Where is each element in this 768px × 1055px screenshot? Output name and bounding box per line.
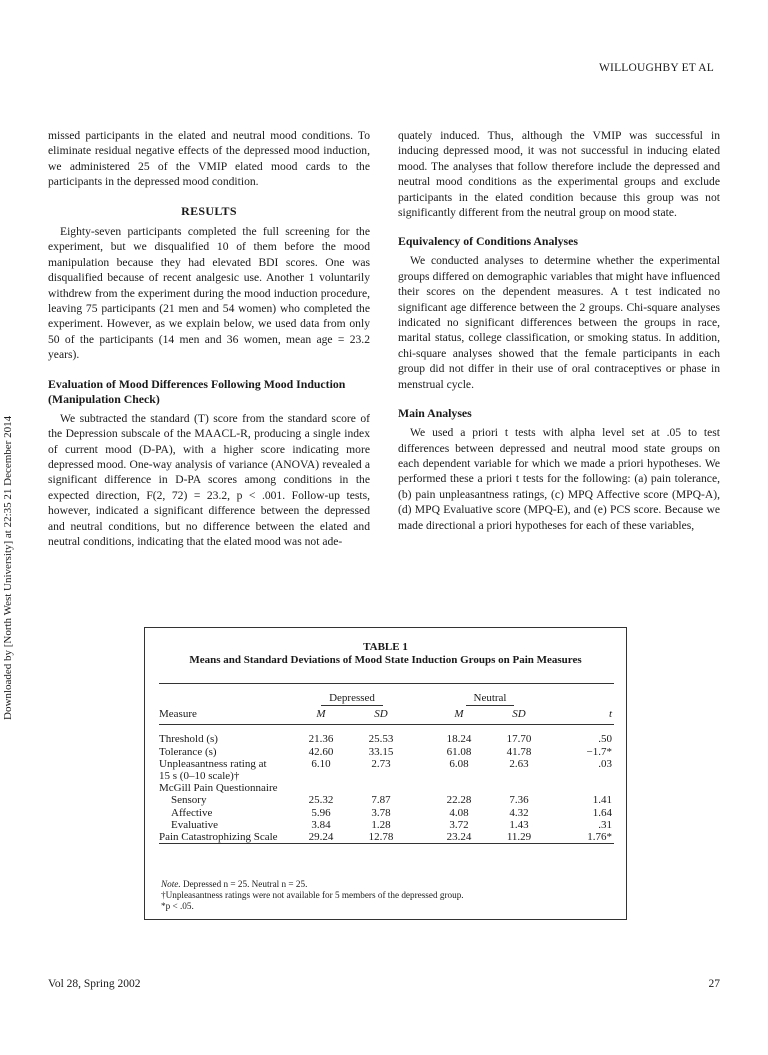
note-label: Note. bbox=[161, 879, 181, 889]
row-neutral-sd bbox=[488, 782, 550, 794]
row-depressed-m: 6.10 bbox=[311, 757, 331, 770]
right-column bbox=[398, 128, 720, 533]
main-analyses-heading: Main Analyses bbox=[398, 406, 472, 421]
row-neutral-m: 3.72 bbox=[449, 818, 469, 831]
row-t bbox=[550, 770, 614, 782]
row-t bbox=[550, 782, 614, 794]
row-depressed-sd: 2.73 bbox=[371, 757, 391, 770]
note-text: Depressed n = 25. Neutral n = 25. bbox=[182, 879, 308, 889]
table-row bbox=[159, 733, 614, 745]
right-paragraph-2: We conducted analyses to determine whether the experimental groups differed on demographic variables that might have influenced their scores on the dependent measures. A t test indicated no significant age difference between the 2 groups. Chi-square analyses indicated no significant differences between the groups in race, marital status, college classification, or smoking status. In addition, chi-square analyses showed that the female participants in each group did not differ in their use of oral contraceptives or phase in menstrual cycle. bbox=[398, 254, 720, 391]
row-depressed-sd: 25.53 bbox=[368, 733, 394, 746]
row-t: 1.76* bbox=[550, 831, 614, 844]
table-row bbox=[159, 807, 614, 819]
row-measure: McGill Pain Questionnaire bbox=[159, 782, 278, 795]
row-neutral-m: 61.08 bbox=[446, 745, 472, 758]
column-header-neutral-sd: SD bbox=[488, 708, 550, 725]
table-note-dagger: †Unpleasantness ratings were not available for 5 members of the depressed group. bbox=[161, 890, 464, 900]
group-depressed-label: Depressed bbox=[321, 692, 383, 706]
table-title: Means and Standard Deviations of Mood State Induction Groups on Pain Measures bbox=[189, 654, 582, 666]
row-depressed-m: 25.32 bbox=[308, 794, 334, 807]
table-data bbox=[159, 683, 614, 844]
column-header-measure: Measure bbox=[159, 708, 292, 725]
left-column bbox=[48, 128, 370, 549]
row-neutral-sd: 7.36 bbox=[509, 794, 529, 807]
row-depressed-m bbox=[292, 770, 350, 782]
row-neutral-sd bbox=[488, 770, 550, 782]
row-depressed-m: 5.96 bbox=[311, 806, 331, 819]
row-measure: Threshold (s) bbox=[159, 733, 218, 746]
row-depressed-m bbox=[292, 782, 350, 794]
journal-volume: Vol 28, Spring 2002 bbox=[48, 978, 141, 990]
row-depressed-sd: 33.15 bbox=[368, 745, 394, 758]
column-header-depressed-m: M bbox=[292, 708, 350, 725]
row-depressed-sd: 12.78 bbox=[350, 831, 412, 844]
row-depressed-sd bbox=[350, 770, 412, 782]
table-row bbox=[159, 770, 614, 782]
column-header-neutral-m: M bbox=[430, 708, 488, 725]
table-row bbox=[159, 794, 614, 806]
right-paragraph-1: quately induced. Thus, although the VMIP was successful in inducing depressed mood, it was not successful in inducing elated mood. The analyses that follow therefore include the depressed and neutral mood conditions as the experimental groups and exclude participants in the elated condition because this group was not significantly different from the neutral group on mood state. bbox=[398, 129, 720, 220]
table-1 bbox=[144, 627, 627, 920]
row-depressed-sd: 7.87 bbox=[371, 794, 391, 807]
row-neutral-m: 6.08 bbox=[449, 757, 469, 770]
row-t: 1.64 bbox=[592, 806, 612, 819]
table-row bbox=[159, 746, 614, 758]
table-row bbox=[159, 782, 614, 794]
column-header-depressed-sd: SD bbox=[350, 708, 412, 725]
page-number: 27 bbox=[708, 978, 720, 990]
row-neutral-m bbox=[430, 782, 488, 794]
row-t: .50 bbox=[598, 733, 612, 746]
equivalency-heading: Equivalency of Conditions Analyses bbox=[398, 234, 578, 249]
row-t: .31 bbox=[598, 818, 612, 831]
row-neutral-m: 4.08 bbox=[449, 806, 469, 819]
running-head: WILLOUGHBY ET AL bbox=[599, 62, 714, 74]
row-depressed-sd bbox=[350, 782, 412, 794]
download-watermark: Downloaded by [North West University] at 22:35 21 December 2014 bbox=[2, 415, 14, 720]
table-number: TABLE 1 bbox=[363, 641, 408, 653]
row-neutral-sd: 4.32 bbox=[509, 806, 529, 819]
left-paragraph-1: missed participants in the elated and neutral mood conditions. To eliminate residual negative effects of the depressed mood induction, we administered 25 of the VMIP elated mood cards to the participants in the depressed mood condition. bbox=[48, 129, 370, 189]
row-depressed-m: 3.84 bbox=[311, 818, 331, 831]
manipulation-check-heading: Evaluation of Mood Differences Following Mood Induction (Manipulation Check) bbox=[48, 376, 346, 406]
table-row bbox=[159, 831, 614, 844]
right-paragraph-3: We used a priori t tests with alpha level set at .05 to test differences between depressed and neutral mood state groups on each dependent variable for which we made a priori hypotheses. We performed these a priori t tests for the following: (a) pain tolerance, (b) pain unpleasantness ratings, (c) MPQ Affective score (MPQ-A), (d) MPQ Evaluative score (MPQ-E), and (e) PCS score. Because we made directional a priori hypotheses for each of these variables, bbox=[398, 426, 720, 532]
row-neutral-m: 23.24 bbox=[430, 831, 488, 844]
row-neutral-sd: 2.63 bbox=[509, 757, 529, 770]
row-depressed-m: 29.24 bbox=[292, 831, 350, 844]
group-neutral-label: Neutral bbox=[466, 692, 515, 706]
row-neutral-sd: 17.70 bbox=[506, 733, 532, 746]
row-depressed-m: 21.36 bbox=[308, 733, 334, 746]
row-depressed-m: 42.60 bbox=[308, 745, 334, 758]
left-paragraph-3: We subtracted the standard (T) score from the standard score of the Depression subscale of the MAACL-R, producing a single index of current mood (D-PA), with a higher score indicating more depressed mood. One-way analysis of variance (ANOVA) revealed a significant difference in D-PA scores among conditions in the expected direction, F(2, 72) = 23.2, p < .001. Follow-up tests, however, indicated a significant difference between the depressed and neutral conditions, but no difference between the elated and neutral conditions, indicating that the elated mood was not ade- bbox=[48, 411, 370, 548]
row-depressed-sd: 1.28 bbox=[371, 818, 391, 831]
row-measure: Unpleasantness rating at bbox=[159, 757, 267, 770]
row-measure: Tolerance (s) bbox=[159, 745, 217, 758]
results-heading: RESULTS bbox=[181, 203, 237, 218]
row-neutral-sd: 11.29 bbox=[488, 831, 550, 844]
row-t: 1.41 bbox=[592, 794, 612, 807]
column-header-t: t bbox=[550, 708, 614, 725]
row-t: −1.7* bbox=[586, 745, 612, 758]
table-row bbox=[159, 758, 614, 770]
left-paragraph-2: Eighty-seven participants completed the full screening for the experiment, but we disqualified 10 of them before the mood manipulation because they had elevated BDI scores. One was disqualified because of recent analgesic use. Another 1 voluntarily withdrew from the experiment during the mood induction procedure, leaving 75 participants (21 men and 54 women) who completed the experiment. However, as we explain below, we used data from only 50 of the participants (14 men and 36 women, mean age = 23.2 years). bbox=[48, 225, 370, 362]
table-row bbox=[159, 819, 614, 831]
row-neutral-m bbox=[430, 770, 488, 782]
row-measure: Pain Catastrophizing Scale bbox=[159, 831, 292, 844]
row-t: .03 bbox=[598, 757, 612, 770]
row-neutral-m: 22.28 bbox=[446, 794, 472, 807]
row-measure: Affective bbox=[171, 806, 213, 819]
row-measure: Evaluative bbox=[171, 818, 219, 831]
row-measure: Sensory bbox=[171, 794, 207, 807]
table-note-significance: *p < .05. bbox=[161, 901, 194, 911]
row-neutral-sd: 41.78 bbox=[506, 745, 532, 758]
table-notes bbox=[161, 879, 616, 912]
table-note-n bbox=[161, 879, 616, 890]
row-neutral-m: 18.24 bbox=[446, 733, 472, 746]
row-measure: 15 s (0–10 scale)† bbox=[159, 770, 240, 783]
row-neutral-sd: 1.43 bbox=[509, 818, 529, 831]
row-depressed-sd: 3.78 bbox=[371, 806, 391, 819]
